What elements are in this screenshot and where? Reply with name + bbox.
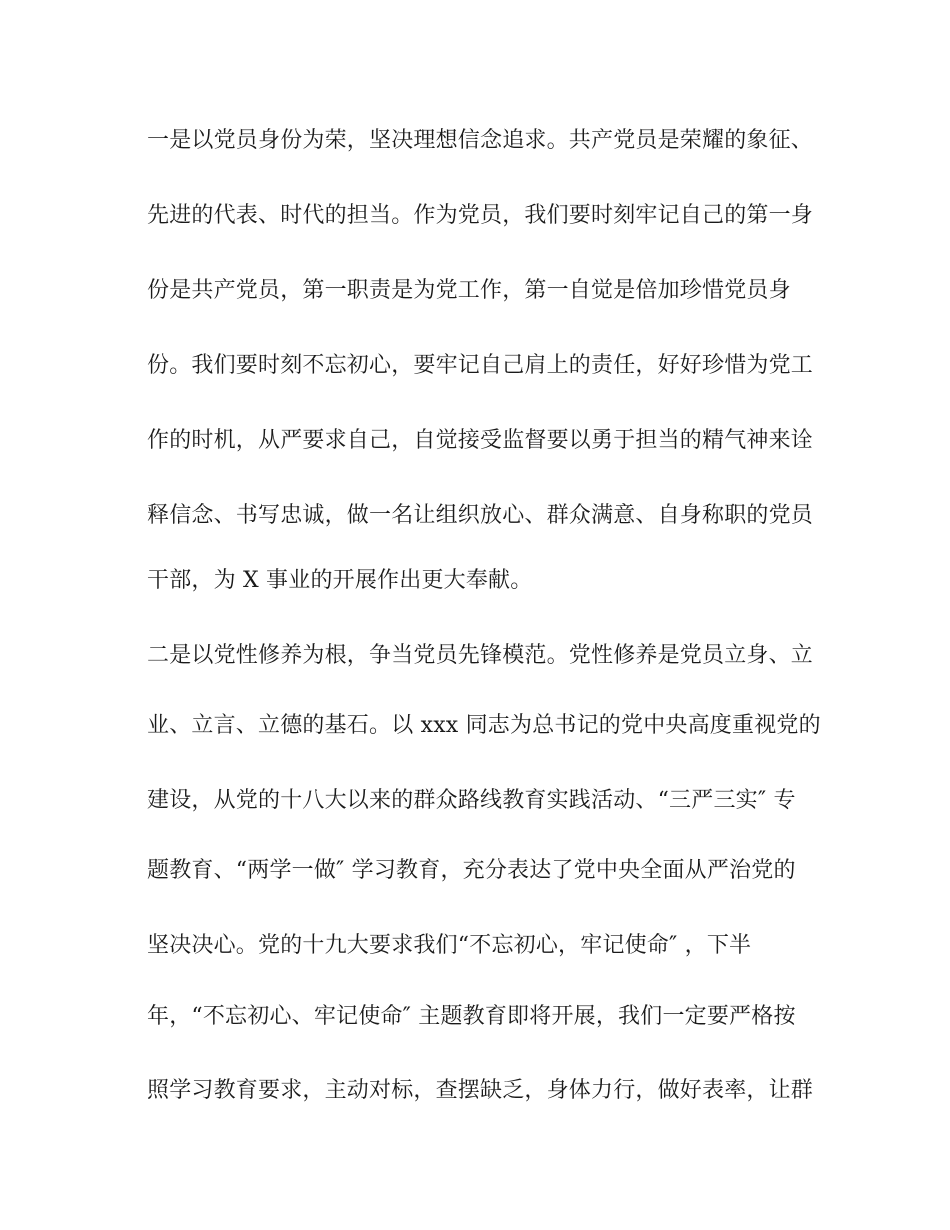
- paragraph-line: 作的时机，从严要求自己，自觉接受监督要以勇于担当的精气神来诠: [147, 428, 814, 453]
- paragraph-line: 业、立言、立德的基石。以 xxx 同志为总书记的党中央高度重视党的: [147, 713, 821, 738]
- paragraph-line: 二是以党性修养为根，争当党员先锋模范。党性修养是党员立身、立: [147, 643, 814, 668]
- paragraph-line: 一是以党员身份为荣，坚决理想信念追求。共产党员是荣耀的象征、: [147, 128, 814, 153]
- paragraph-line: 题教育、“两学一做″ 学习教育，充分表达了党中央全面从严治党的: [147, 858, 796, 883]
- paragraph-line: 份。我们要时刻不忘初心，要牢记自己肩上的责任，好好珍惜为党工: [147, 353, 814, 378]
- paragraph-line: 释信念、书写忠诚，做一名让组织放心、群众满意、自身称职的党员: [147, 503, 814, 528]
- paragraph-line: 先进的代表、时代的担当。作为党员，我们要时刻牢记自己的第一身: [147, 203, 814, 228]
- paragraph-line: 份是共产党员，第一职责是为党工作，第一自觉是倍加珍惜党员身: [147, 278, 791, 303]
- paragraph-line: 干部，为 X 事业的开展作出更大奉献。: [147, 568, 533, 593]
- paragraph-line: 建设，从党的十八大以来的群众路线教育实践活动、“三严三实″ 专: [147, 788, 796, 813]
- paragraph-line: 照学习教育要求，主动对标，查摆缺乏，身体力行，做好表率，让群: [147, 1078, 814, 1103]
- paragraph-line: 坚决决心。党的十九大要求我们“不忘初心，牢记使命″ ，下半: [147, 933, 752, 958]
- paragraph-line: 年，“不忘初心、牢记使命″ 主题教育即将开展，我们一定要严格按: [147, 1004, 796, 1029]
